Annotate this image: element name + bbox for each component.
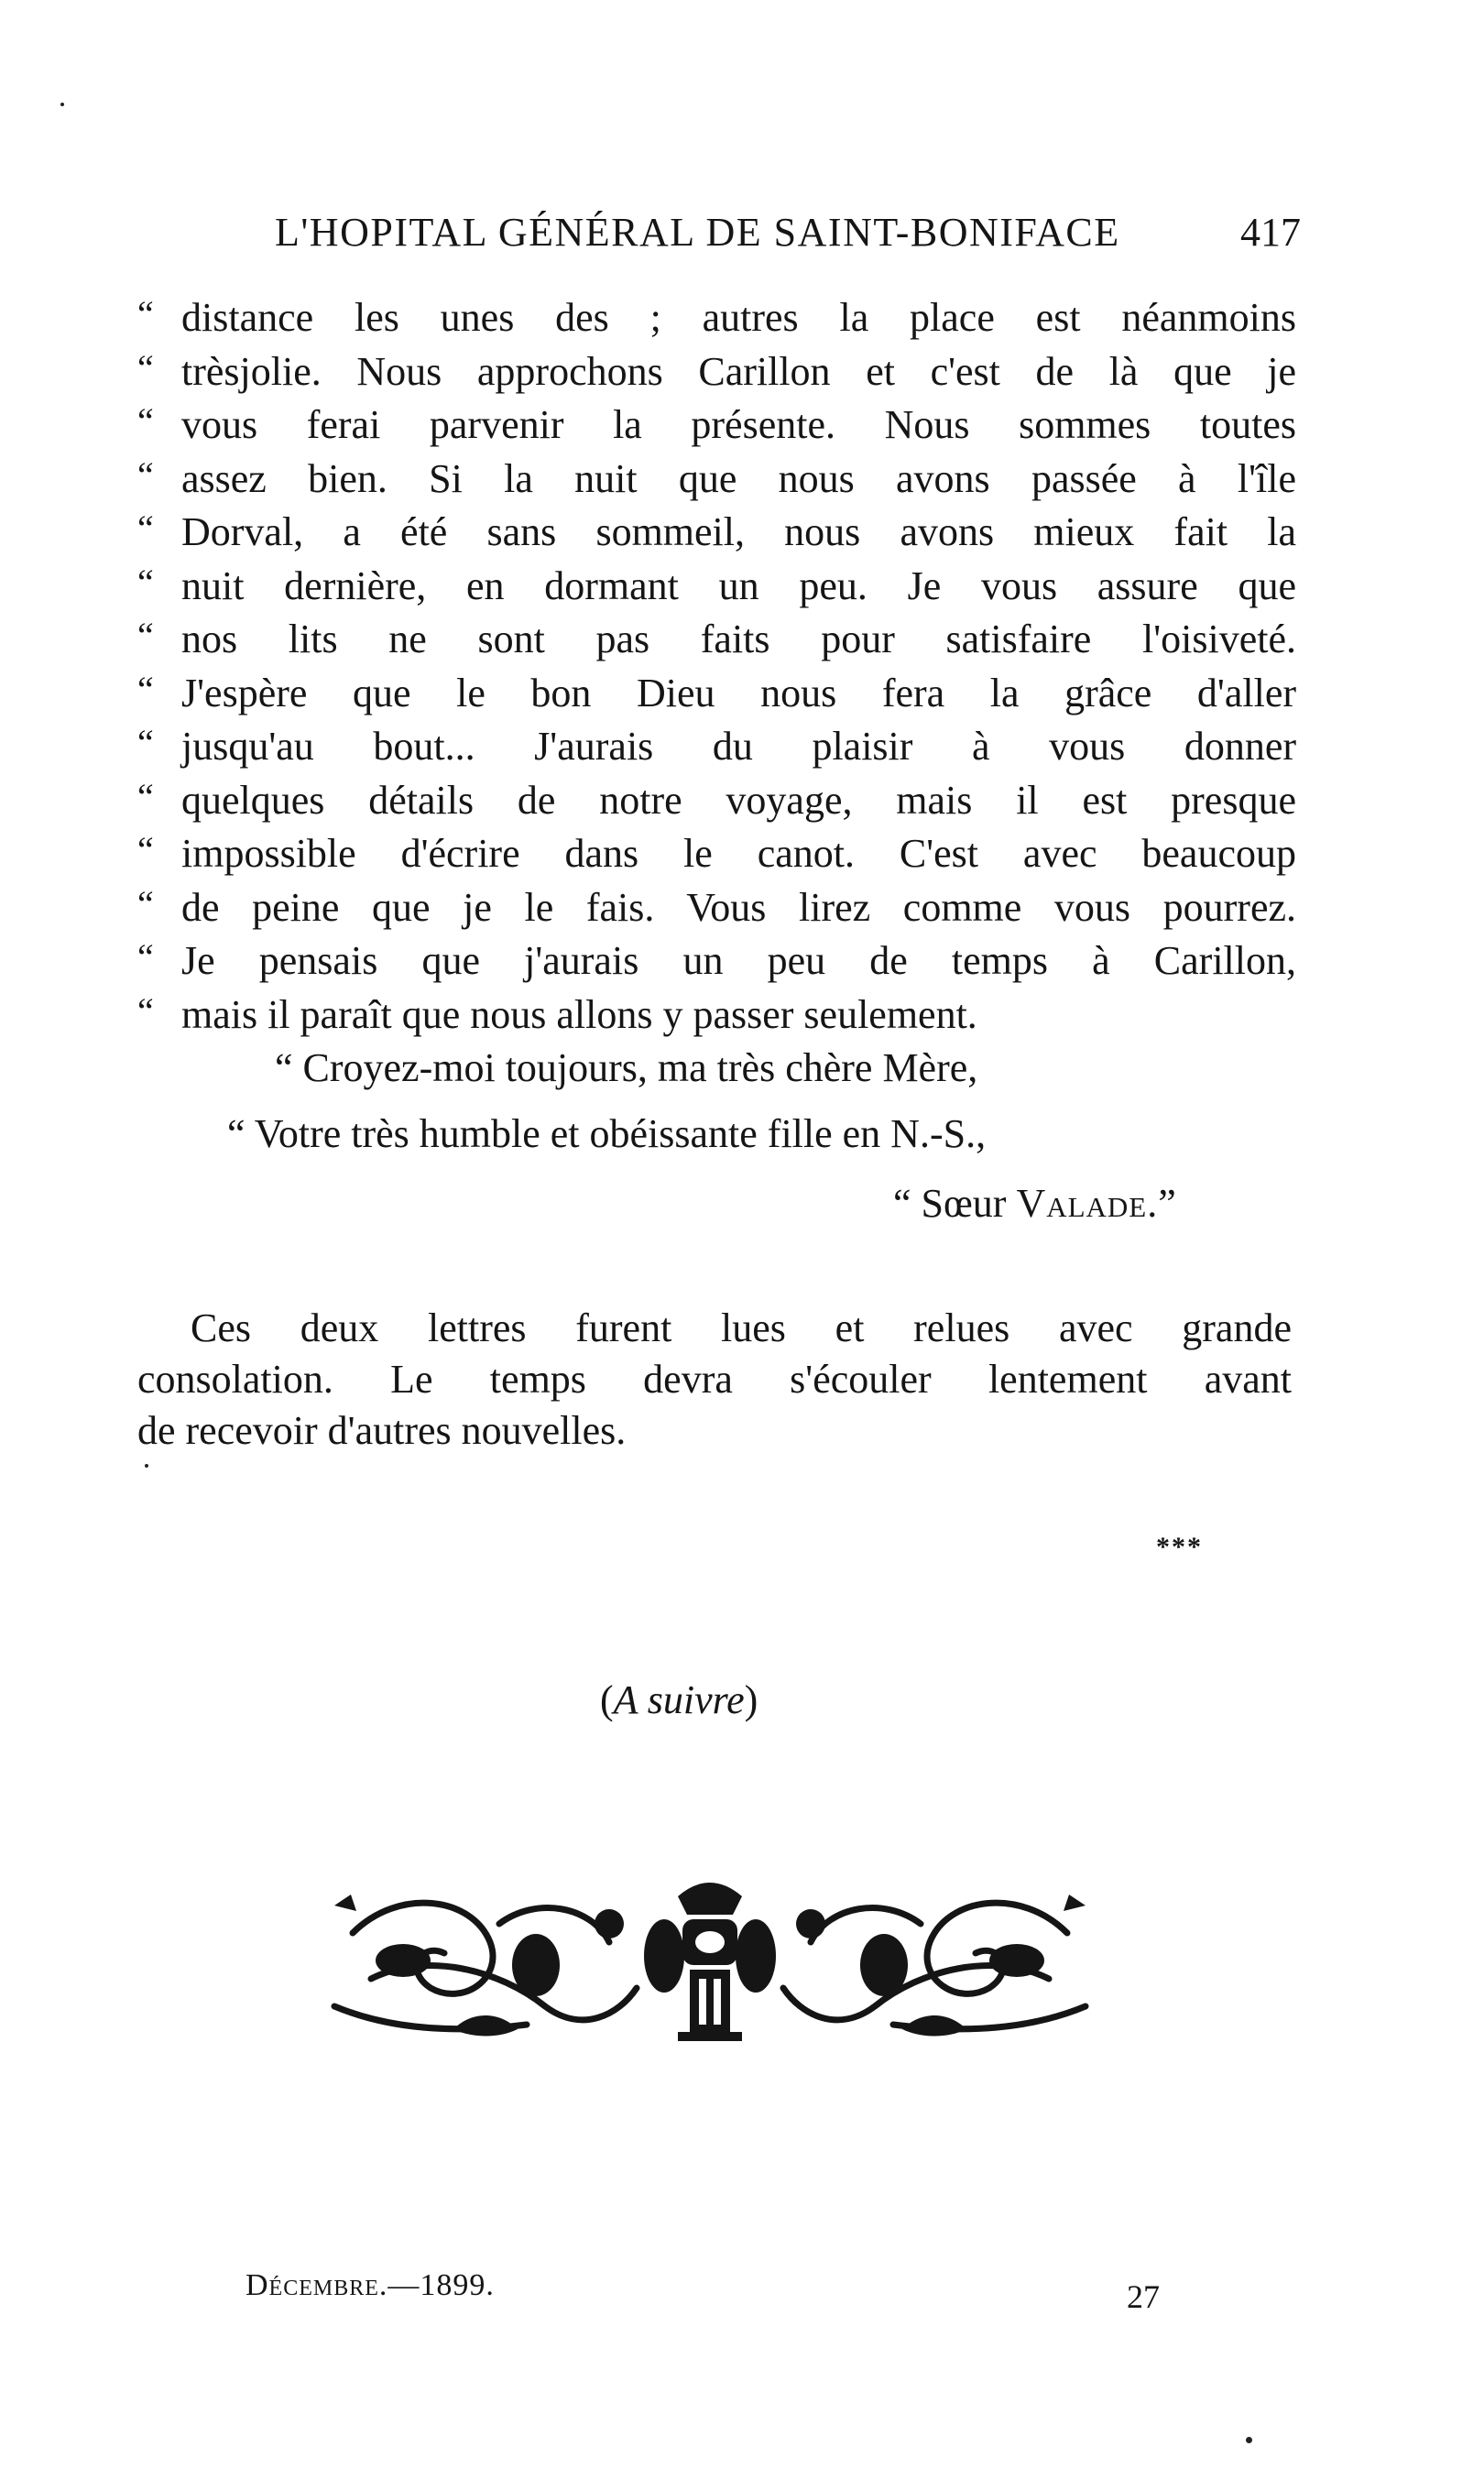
quote-line: [137, 720, 1296, 774]
quote-mark: “: [137, 561, 154, 603]
running-title: L'HOPITAL GÉNÉRAL DE SAINT-BONIFACE: [275, 210, 1120, 255]
page-number: 417: [1240, 210, 1301, 255]
quote-line-text: J'espère que le bon Dieu nous fera la grâce d'aller: [181, 670, 1296, 715]
quote-mark: “: [137, 775, 154, 817]
quote-line-text: trèsjolie. Nous approchons Carillon et c'est de là que je: [181, 348, 1296, 394]
quote-line-text: mais il paraît que nous allons y passer seulement.: [181, 991, 977, 1037]
quote-mark: “: [137, 829, 154, 870]
quote-line: [137, 291, 1296, 345]
quote-line: [137, 667, 1296, 721]
paragraph-line: de recevoir d'autres nouvelles.: [137, 1408, 627, 1453]
paragraph-line: consolation. Le temps devra s'écouler lentement avant: [137, 1357, 1292, 1402]
quote-line-text: distance les unes des ; autres la place est néanmoins: [181, 295, 1296, 340]
quote-mark: “: [137, 722, 154, 763]
quote-mark: “: [137, 882, 154, 924]
signature-name: Valade.: [1016, 1181, 1159, 1226]
quote-line: [137, 934, 1296, 988]
paren-close: ): [744, 1677, 758, 1722]
decorative-vignette-icon: [316, 1869, 1104, 2052]
quote-line: [137, 827, 1296, 881]
quote-mark: “: [137, 293, 154, 334]
quote-line-text: de peine que je le fais. Vous lirez comme vous pourrez.: [181, 884, 1296, 930]
quote-line: [137, 560, 1296, 614]
signature-mark: 27: [1127, 2278, 1160, 2315]
quote-line: [137, 506, 1296, 560]
quote-line-text: Je pensais que j'aurais un peu de temps à Carillon,: [181, 938, 1296, 983]
quote-line-text: vous ferai parvenir la présente. Nous sommes toutes: [181, 402, 1296, 447]
letter-quotation: [137, 291, 1296, 1042]
quote-mark: “: [137, 508, 154, 549]
quote-line-text: nuit dernière, en dormant un peu. Je vous assure que: [181, 562, 1296, 608]
section-separator: ***: [1156, 1532, 1203, 1562]
issue-date: Décembre.—1899.: [246, 2268, 495, 2302]
letter-closing-signoff: “ Votre très humble et obéissante fille en N.-S.,: [227, 1111, 987, 1156]
quote-mark: “: [137, 989, 154, 1032]
quote-line: [137, 613, 1296, 667]
paper-speck: [1246, 2437, 1252, 2443]
quote-line-text: nos lits ne sont pas faits pour satisfaire l'oisiveté.: [181, 617, 1296, 661]
quote-line: [137, 774, 1296, 828]
narrative-paragraph: [137, 1303, 1292, 1457]
quote-line-text: assez bien. Si la nuit que nous avons passée à l'île: [181, 455, 1296, 501]
letter-closing-salutation: “ Croyez-moi toujours, ma très chère Mère,: [275, 1045, 978, 1090]
quote-mark: “: [137, 668, 154, 710]
paper-speck: [60, 103, 64, 106]
quote-line: [137, 453, 1296, 507]
quote-mark: “: [137, 400, 154, 442]
to-be-continued-text: A suivre: [613, 1677, 745, 1722]
quote-line-text: jusqu'au bout... J'aurais du plaisir à vous donner: [181, 724, 1296, 769]
quote-line-text: Dorval, a été sans sommeil, nous avons mieux fait la: [181, 509, 1296, 554]
quote-line: [137, 881, 1296, 935]
letter-signature: [893, 1180, 1176, 1227]
quote-mark: “: [137, 936, 154, 977]
quote-mark: “: [137, 615, 154, 656]
running-header: [275, 209, 1301, 264]
quote-line: [137, 399, 1296, 453]
quote-mark: “: [137, 346, 154, 388]
signature-suffix: ”: [1158, 1181, 1176, 1226]
paren-open: (: [600, 1677, 614, 1722]
quote-line: [137, 345, 1296, 399]
paragraph-line: Ces deux lettres furent lues et relues avec grande: [191, 1305, 1292, 1350]
paper-speck: [145, 1464, 148, 1468]
quote-line: [137, 988, 1296, 1043]
quote-line-text: impossible d'écrire dans le canot. C'est avec beaucoup: [181, 831, 1296, 876]
signature-prefix: “ Sœur: [893, 1181, 1017, 1226]
to-be-continued: [600, 1676, 758, 1723]
quote-mark: “: [137, 453, 154, 496]
quote-line-text: quelques détails de notre voyage, mais il est presque: [181, 777, 1296, 823]
